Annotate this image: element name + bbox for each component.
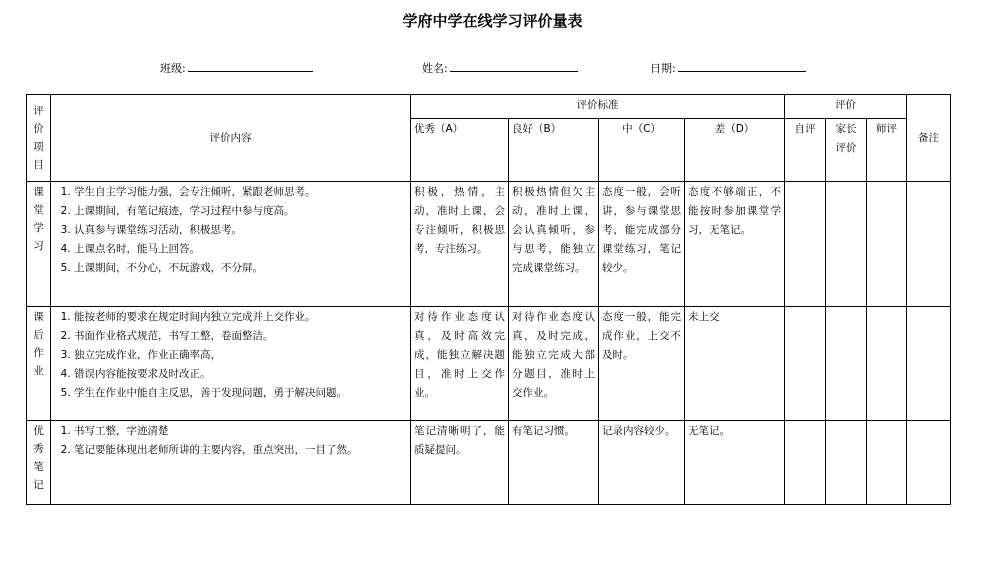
criteria-good: 积极热情但欠主动，准时上课，会认真倾听，参与思考，能独立完成课堂练习。 bbox=[509, 182, 599, 307]
row-item: 课后作业 bbox=[27, 307, 51, 421]
content-item: 3. 认真参与课堂练习活动，积极思考。 bbox=[74, 221, 407, 240]
page-title: 学府中学在线学习评价量表 bbox=[402, 12, 583, 30]
class-label: 班级: bbox=[160, 62, 186, 75]
header-self: 自评 bbox=[785, 119, 826, 182]
teacher-eval-cell[interactable] bbox=[867, 307, 907, 421]
table-row bbox=[27, 307, 951, 421]
criteria-good: 对待作业态度认真，及时完成，能独立完成大部分题目，准时上交作业。 bbox=[509, 307, 599, 421]
content-item: 1. 学生自主学习能力强，会专注倾听，紧跟老师思考。 bbox=[74, 183, 407, 202]
criteria-poor: 未上交 bbox=[685, 307, 785, 421]
teacher-eval-cell[interactable] bbox=[867, 421, 907, 505]
header-parent: 家长评价 bbox=[826, 119, 867, 182]
evaluation-table bbox=[26, 94, 951, 505]
date-field bbox=[650, 60, 806, 76]
header-evaluation: 评价 bbox=[785, 95, 907, 119]
self-eval-cell[interactable] bbox=[785, 182, 826, 307]
class-field bbox=[160, 60, 313, 76]
header-item: 评价项目 bbox=[27, 95, 51, 182]
criteria-good: 有笔记习惯。 bbox=[509, 421, 599, 505]
criteria-excellent: 笔记清晰明了，能质疑提问。 bbox=[411, 421, 509, 505]
row-content bbox=[51, 307, 411, 421]
self-eval-cell[interactable] bbox=[785, 307, 826, 421]
header-teacher: 师评 bbox=[867, 119, 907, 182]
content-item: 4. 上课点名时，能马上回答。 bbox=[74, 240, 407, 259]
remarks-cell[interactable] bbox=[907, 307, 951, 421]
row-content bbox=[51, 421, 411, 505]
row-item: 优秀笔记 bbox=[27, 421, 51, 505]
name-field bbox=[422, 60, 578, 76]
header-medium: 中（C） bbox=[599, 119, 685, 182]
header-good: 良好（B） bbox=[509, 119, 599, 182]
content-item: 4. 错误内容能按要求及时改正。 bbox=[74, 365, 407, 384]
date-label: 日期: bbox=[650, 62, 676, 75]
name-label: 姓名: bbox=[422, 62, 448, 75]
row-item: 课堂学习 bbox=[27, 182, 51, 307]
header-excellent: 优秀（A） bbox=[411, 119, 509, 182]
criteria-excellent: 积极，热情，主动，准时上课，会专注倾听，积极思考，专注练习。 bbox=[411, 182, 509, 307]
parent-eval-cell[interactable] bbox=[826, 182, 867, 307]
criteria-poor: 无笔记。 bbox=[685, 421, 785, 505]
criteria-medium: 态度一般，会听讲，参与课堂思考，能完成部分课堂练习，笔记较少。 bbox=[599, 182, 685, 307]
header-poor: 差（D） bbox=[685, 119, 785, 182]
remarks-cell[interactable] bbox=[907, 182, 951, 307]
content-item: 2. 书面作业格式规范，书写工整，卷面整洁。 bbox=[74, 327, 407, 346]
parent-eval-cell[interactable] bbox=[826, 421, 867, 505]
table-row bbox=[27, 421, 951, 505]
class-blank[interactable] bbox=[188, 60, 313, 72]
content-item: 2. 上课期间，有笔记痕迹，学习过程中参与度高。 bbox=[74, 202, 407, 221]
self-eval-cell[interactable] bbox=[785, 421, 826, 505]
content-item: 1. 能按老师的要求在规定时间内独立完成并上交作业。 bbox=[74, 308, 407, 327]
header-criteria: 评价标准 bbox=[411, 95, 785, 119]
content-item: 3. 独立完成作业，作业正确率高， bbox=[74, 346, 407, 365]
criteria-poor: 态度不够端正，不能按时参加课堂学习，无笔记。 bbox=[685, 182, 785, 307]
name-blank[interactable] bbox=[450, 60, 578, 72]
criteria-medium: 态度一般，能完成作业，上交不及时。 bbox=[599, 307, 685, 421]
content-item: 1. 书写工整，字迹清楚 bbox=[74, 422, 407, 441]
criteria-medium: 记录内容较少。 bbox=[599, 421, 685, 505]
content-item: 5. 学生在作业中能自主反思，善于发现问题，勇于解决问题。 bbox=[74, 384, 407, 403]
content-item: 5. 上课期间，不分心，不玩游戏，不分屏。 bbox=[74, 259, 407, 278]
header-content: 评价内容 bbox=[51, 95, 411, 182]
header-remarks: 备注 bbox=[907, 95, 951, 182]
teacher-eval-cell[interactable] bbox=[867, 182, 907, 307]
content-item: 2. 笔记要能体现出老师所讲的主要内容，重点突出，一目了然。 bbox=[74, 441, 407, 460]
row-content bbox=[51, 182, 411, 307]
criteria-excellent: 对待作业态度认真，及时高效完成，能独立解决题目，准时上交作业。 bbox=[411, 307, 509, 421]
header-row-1 bbox=[27, 95, 951, 119]
parent-eval-cell[interactable] bbox=[826, 307, 867, 421]
remarks-cell[interactable] bbox=[907, 421, 951, 505]
table-row bbox=[27, 182, 951, 307]
date-blank[interactable] bbox=[678, 60, 806, 72]
